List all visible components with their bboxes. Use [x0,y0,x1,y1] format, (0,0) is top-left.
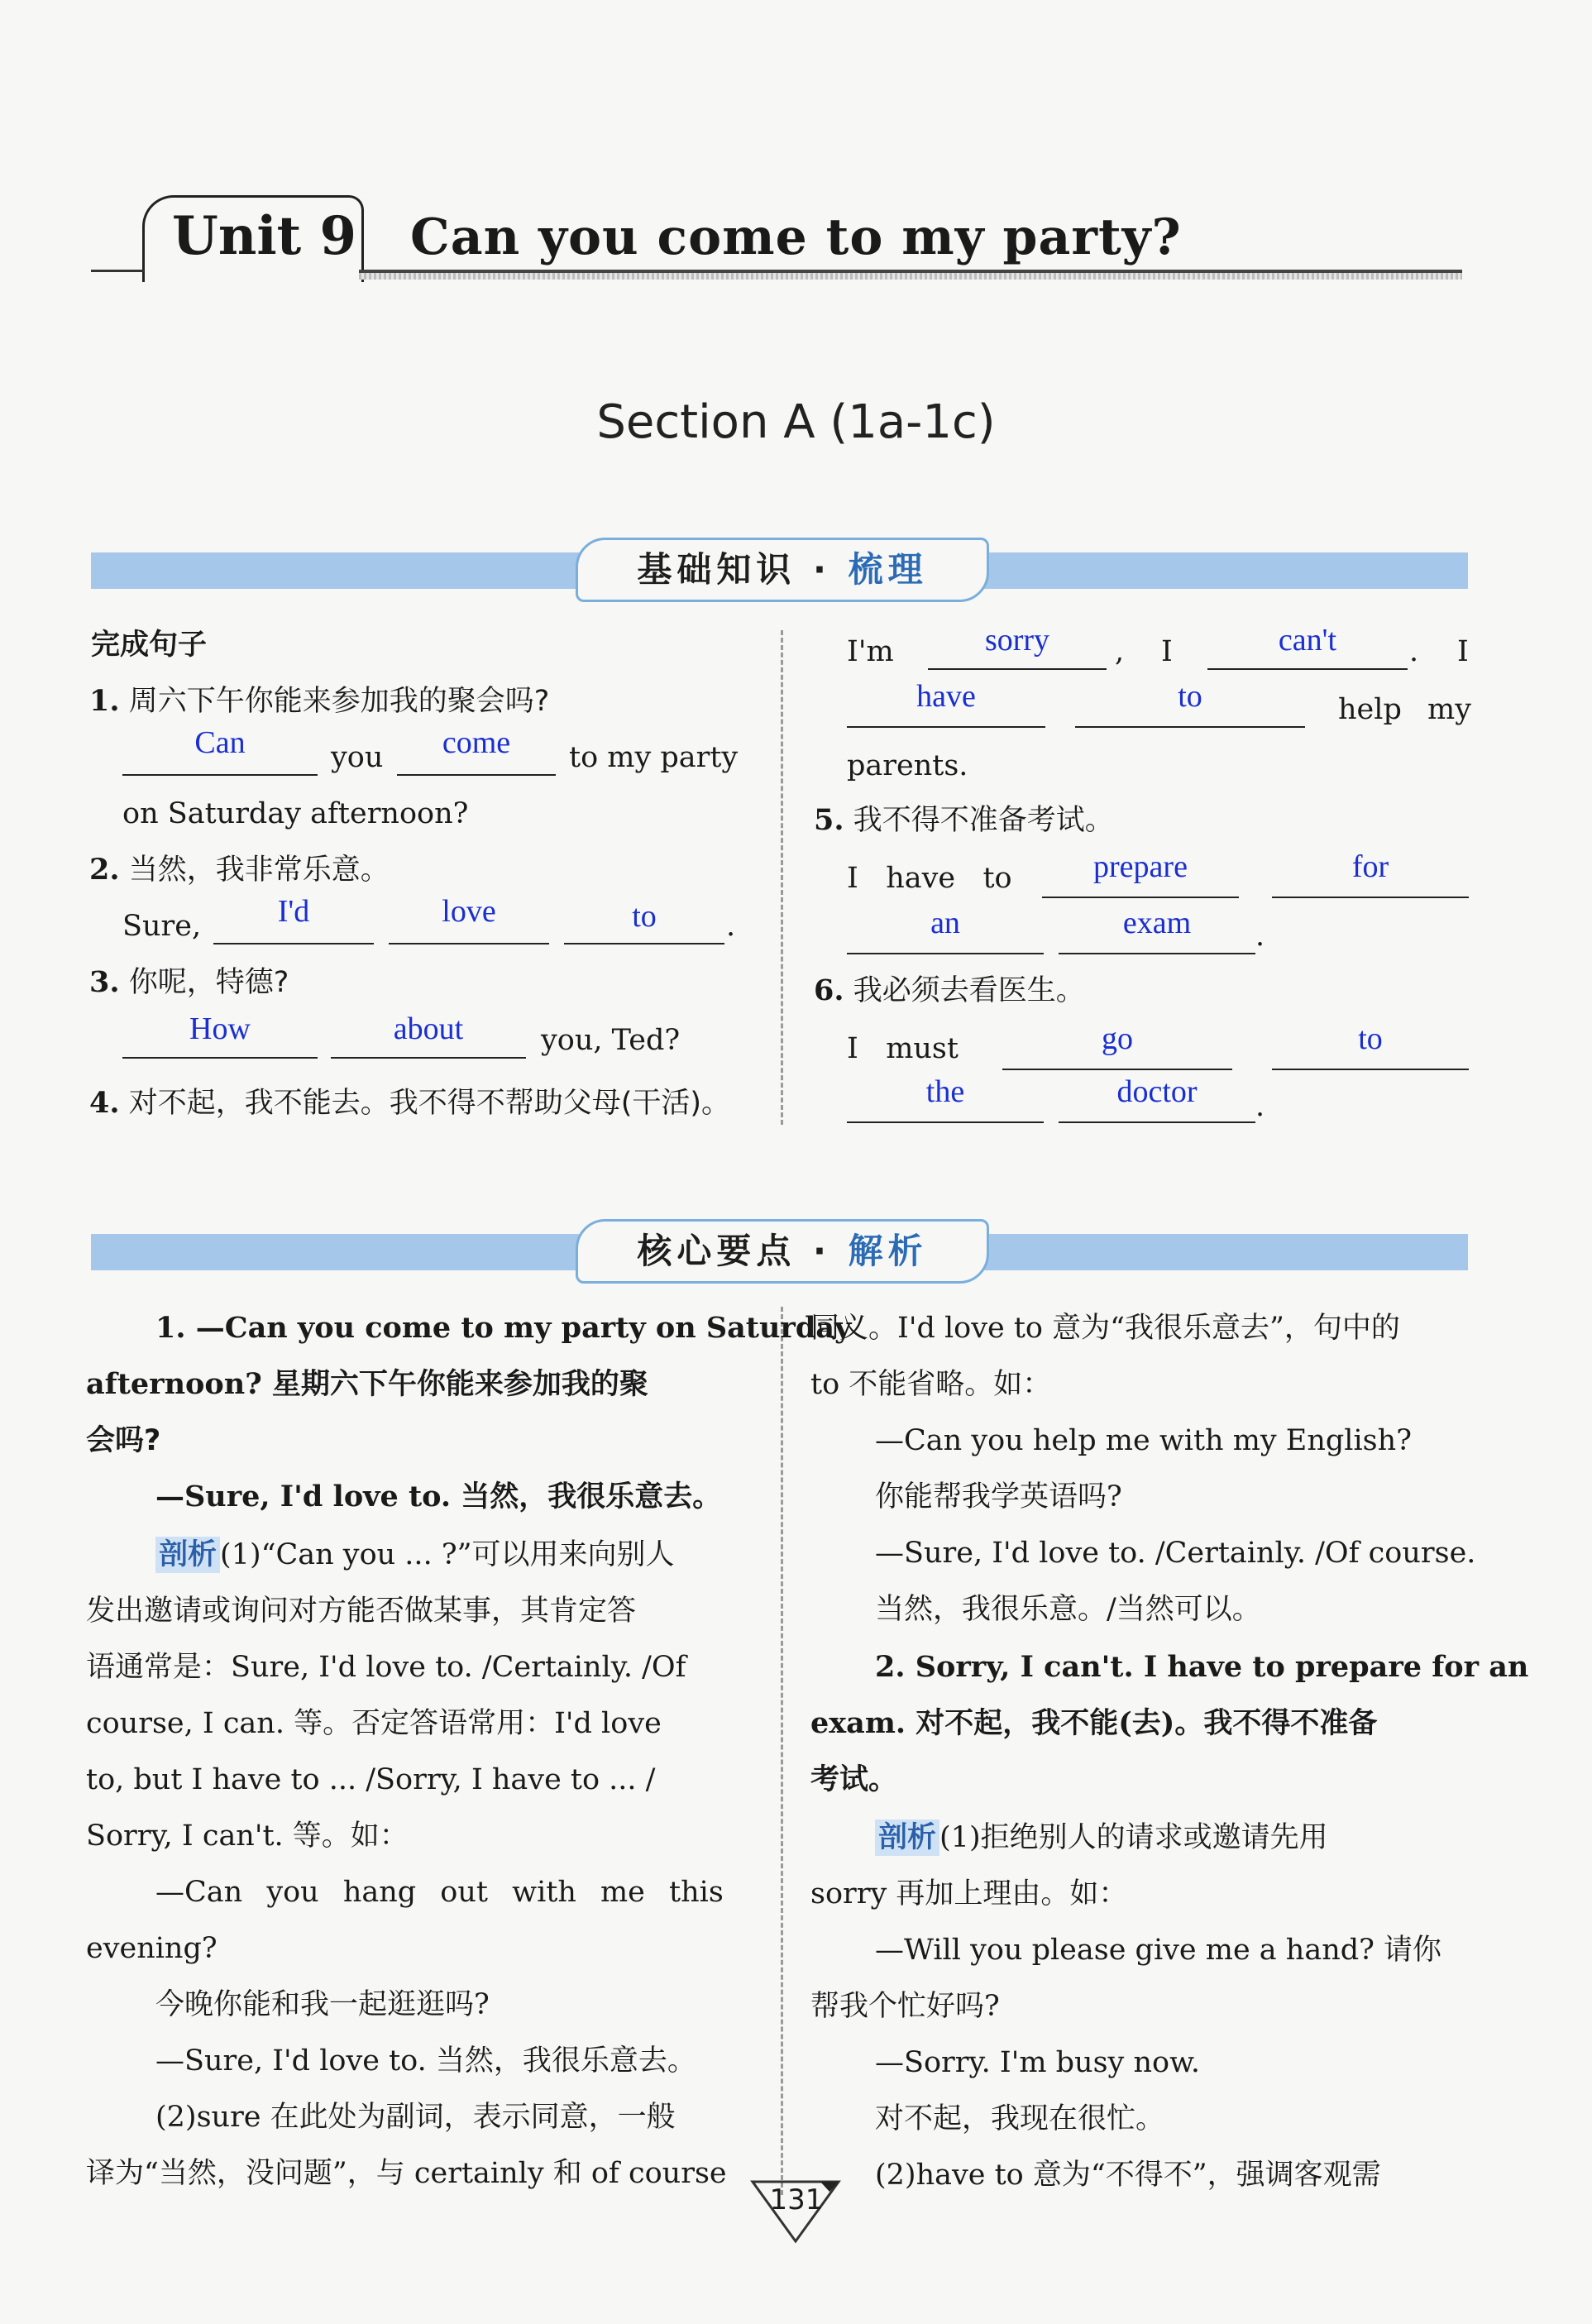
q4-answer-3: have [916,679,976,714]
left-line-11: —Can you hang out with me this [155,1876,724,1909]
right-line-1: 同义。I'd love to 意为“我很乐意去”，句中的 [810,1312,1400,1345]
left-line-8: course, I can. 等。否定答语常用：I'd love [86,1707,662,1740]
q1-prompt [89,683,549,720]
q6-num: 6. [814,973,844,1007]
q4-answer-2: can't [1278,623,1337,658]
unit-rule-band [359,273,1462,280]
left-line-14: —Sure, I'd love to. 当然，我很乐意去。 [155,2044,696,2078]
banner-core [576,1219,989,1284]
q4-word-i2: I [1457,635,1469,668]
q6-blank-4[interactable] [1059,1120,1255,1123]
q3-prompt [89,964,289,1001]
q4-word-my: my [1427,693,1471,726]
q5-num: 5. [814,803,844,837]
left-line-12: evening? [86,1932,218,1965]
q1-answer-1: Can [194,725,246,760]
q2-end: . [726,910,736,943]
q2-start: Sure, [122,910,202,943]
q2-blank-3[interactable] [564,941,724,944]
left-line-4: —Sure, I'd love to. 当然，我很乐意去。 [155,1480,722,1513]
column-divider-bottom [781,1307,783,2195]
q2-num: 2. [89,853,120,887]
q3-num: 3. [89,965,120,999]
q4-answer-1: sorry [984,623,1050,658]
banner-core-blue: 解析 [848,1231,928,1271]
q4-answer-4: to [1178,679,1202,714]
q2-answer-1: I'd [277,894,310,929]
q4-word-parents: parents. [847,749,968,782]
q2-answer-2: love [442,894,496,929]
banner-basics-blue: 梳理 [848,549,928,590]
right-line-4: 你能帮我学英语吗? [875,1480,1122,1513]
banner-core-dark: 核心要点 · [637,1231,849,1271]
q5-answer-4: exam [1122,906,1192,940]
q4-num: 4. [89,1086,120,1120]
left-line-16: 译为“当然，没问题”，与 certainly 和 of course [86,2157,727,2190]
right-line-13: 帮我个忙好吗? [810,1990,1000,2023]
right-line-9: 考试。 [810,1763,898,1796]
left-line-9: to, but I have to ... /Sorry, I have to ... / [86,1763,656,1796]
q3-answer-1: How [189,1011,251,1046]
q3-end: you, Ted? [541,1024,681,1057]
banner-basics [576,538,989,602]
q1-blank-1[interactable] [122,772,318,776]
q5-blank-4[interactable] [1059,951,1255,954]
right-line-5: —Sure, I'd love to. /Certainly. /Of course. [875,1537,1476,1570]
left-line-7: 语通常是：Sure, I'd love to. /Certainly. /Of [86,1651,686,1684]
q2-prompt [89,852,390,888]
q5-end: . [1255,920,1265,953]
q4-blank-3[interactable] [847,724,1045,728]
q6-blank-3[interactable] [847,1120,1044,1123]
left-line-13: 今晚你能和我一起逛逛吗? [155,1988,490,2021]
left-line-2: afternoon? 星期六下午你能来参加我的聚 [86,1367,648,1401]
q4-word-im: I'm [847,635,894,668]
exercise-heading: 完成句子 [91,629,208,662]
left-line-10: Sorry, I can't. 等。如： [86,1820,409,1853]
q6-blank-1[interactable] [1002,1067,1232,1070]
q4-word-i: I [1161,635,1173,668]
q6-prompt [814,973,1085,1009]
q1-word-party: to my party [569,741,739,774]
q6-answer-3: the [925,1074,965,1109]
q6-answer-1: go [1102,1021,1133,1056]
right-line-15: 对不起，我现在很忙。 [875,2102,1165,2135]
analysis-tag-1: 剖析 [155,1537,220,1573]
q5-answer-3: an [930,906,960,940]
q4-word-help: help [1338,693,1402,726]
left-line-5 [155,1537,674,1573]
q3-blank-2[interactable] [331,1055,526,1059]
left-line-15: (2)sure 在此处为副词，表示同意，一般 [155,2101,676,2134]
analysis-tag-2: 剖析 [875,1820,939,1856]
q2-blank-2[interactable] [389,941,549,944]
left-line-1: 1. —Can you come to my party on Saturday [155,1311,852,1345]
q4-prompt [89,1085,730,1121]
right-line-6: 当然，我很乐意。/当然可以。 [875,1593,1261,1626]
unit-label: Unit 9 [172,205,357,267]
left-line-5-text: (1)“Can you ... ?”可以用来向别人 [220,1538,675,1571]
q5-answer-1: prepare [1093,849,1188,884]
q1-num: 1. [89,684,120,718]
right-line-2: to 不能省略。如： [810,1368,1052,1401]
q4-blank-2[interactable] [1207,667,1408,670]
q1-line2: on Saturday afternoon? [122,797,469,830]
q5-blank-3[interactable] [847,951,1044,954]
q6-text: 我必须去看医生。 [853,974,1085,1007]
right-line-7: 2. Sorry, I can't. I have to prepare for an [875,1650,1529,1684]
q4-text: 对不起，我不能去。我不得不帮助父母(干活)。 [128,1087,730,1120]
q5-blank-1[interactable] [1042,895,1239,898]
right-line-8: exam. 对不起，我不能(去)。我不得不准备 [810,1706,1378,1740]
q4-blank-4[interactable] [1075,724,1305,728]
q4-blank-1[interactable] [928,667,1107,670]
q5-text: 我不得不准备考试。 [853,804,1114,837]
q3-blank-1[interactable] [122,1055,318,1059]
right-line-10 [875,1820,1328,1856]
section-title: Section A (1a-1c) [596,395,996,449]
unit-title: Can you come to my party? [410,208,1182,266]
q1-answer-2: come [442,725,511,760]
right-line-3: —Can you help me with my English? [875,1424,1412,1457]
q6-start: I must [847,1032,959,1065]
q4-dot: . [1409,635,1419,668]
banner-basics-dark: 基础知识 · [637,549,849,590]
right-line-16: (2)have to 意为“不得不”，强调客观需 [875,2159,1381,2192]
left-line-3: 会吗? [86,1424,161,1457]
q5-blank-2[interactable] [1272,895,1469,898]
q3-answer-2: about [393,1011,464,1046]
right-line-10-text: (1)拒绝别人的请求或邀请先用 [939,1821,1328,1854]
q1-text: 周六下午你能来参加我的聚会吗? [128,685,550,718]
q1-blank-2[interactable] [397,772,556,776]
q6-blank-2[interactable] [1272,1067,1469,1070]
q1-word-you: you [331,741,384,774]
q2-answer-3: to [632,899,657,934]
right-line-12: —Will you please give me a hand? 请你 [875,1934,1442,1967]
q2-text: 当然，我非常乐意。 [128,854,390,887]
q6-end: . [1255,1090,1265,1123]
q6-answer-4: doctor [1116,1074,1198,1109]
q4-comma: , [1115,635,1125,668]
right-line-11: sorry 再加上理由。如： [810,1877,1128,1910]
page-number: 131 [769,2183,824,2216]
q5-prompt [814,802,1114,839]
right-line-14: —Sorry. I'm busy now. [875,2046,1200,2079]
q5-answer-2: for [1351,849,1389,884]
left-line-6: 发出邀请或询问对方能否做某事，其肯定答 [86,1595,637,1628]
q5-start: I have to [847,862,1012,895]
q6-answer-2: to [1358,1021,1383,1056]
q2-blank-1[interactable] [213,941,374,944]
q3-text: 你呢，特德? [128,966,289,999]
unit-rule-left [91,270,144,272]
column-divider-top [781,630,783,1125]
